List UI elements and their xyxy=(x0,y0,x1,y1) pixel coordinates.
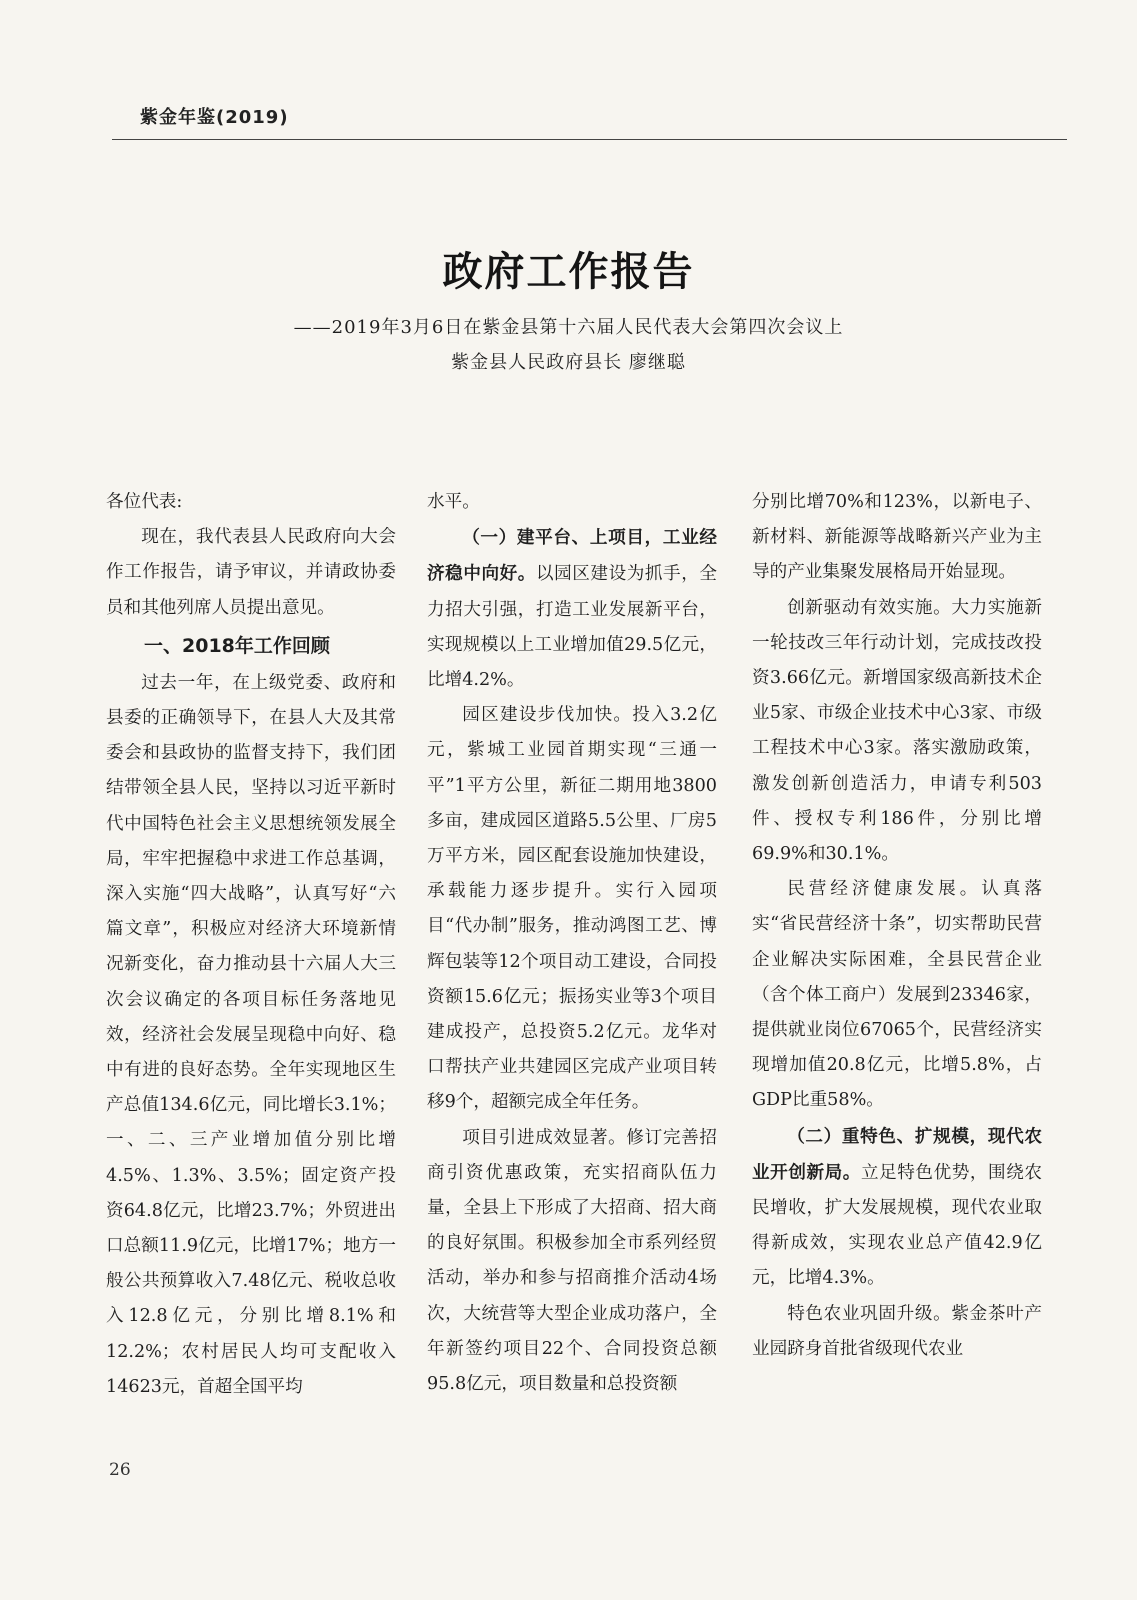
subsection-heading: （一）建平台、上项目，工业经济稳中向好。 xyxy=(427,527,717,585)
body-paragraph: 园区建设步伐加快。投入3.2亿元，紫城工业园首期实现“三通一平”1平方公里，新征二期用地3800多亩，建成园区道路5.5公里、厂房5万平方米，园区配套设施加快建设，承载能力逐步提升。实行入园项目“代办制”服务，推动鸿图工艺、博辉包装等12个项目动工建设，合同投资额15.6亿元；振扬实业等3个项目建成投产，总投资5.2亿元。龙华对口帮扶产业共建园区完成产业项目转移9个，超额完成全年任务。 xyxy=(427,705,717,1113)
body-paragraph: 创新驱动有效实施。大力实施新一轮技改三年行动计划，完成技改投资3.66亿元。新增国家级高新技术企业5家、市级企业技术中心3家、市级工程技术中心3家。落实激励政策，激发创新创造活力，申请专利503件、授权专利186件，分别比增69.9%和30.1%。 xyxy=(752,597,1042,865)
subsection-paragraph xyxy=(752,1119,1042,1297)
section-heading: 一、2018年工作回顾 xyxy=(144,634,330,657)
running-head: 紫金年鉴(2019) xyxy=(140,107,289,128)
text-column-1 xyxy=(106,485,396,1405)
continued-paragraph: 分别比增70%和123%，以新电子、新材料、新能源等战略新兴产业为主导的产业集聚发展格局开始显现。 xyxy=(752,492,1042,583)
body-paragraph: 特色农业巩固升级。紫金茶叶产业园跻身首批省级现代农业 xyxy=(752,1303,1042,1359)
text-column-3 xyxy=(752,485,1042,1367)
subsection-paragraph xyxy=(427,520,717,698)
text-column-2 xyxy=(427,485,717,1402)
header-rule xyxy=(112,139,1067,140)
body-paragraph: 民营经济健康发展。认真落实“省民营经济十条”，切实帮助民营企业解决实际困难，全县民营企业（含个体工商户）发展到23346家，提供就业岗位67065个，民营经济实现增加值20.8亿元，比增5.8%，占GDP比重58%。 xyxy=(752,879,1042,1111)
subsection-heading: （二）重特色、扩规模，现代农业开创新局。 xyxy=(752,1125,1042,1183)
body-paragraph: 现在，我代表县人民政府向大会作工作报告，请予审议，并请政协委员和其他列席人员提出意见。 xyxy=(106,527,396,618)
body-paragraph: 过去一年，在上级党委、政府和县委的正确领导下，在县人大及其常委会和县政协的监督支持下，我们团结带领全县人民，坚持以习近平新时代中国特色社会主义思想统领发展全局，牢牢把握稳中求进工作总基调，深入实施“四大战略”，认真写好“六篇文章”，积极应对经济大环境新情况新变化，奋力推动县十六届人大三次会议确定的各项目标任务落地见效，经济社会发展呈现稳中向好、稳中有进的良好态势。全年实现地区生产总值134.6亿元，同比增长3.1%；一、二、三产业增加值分别比增4.5%、1.3%、3.5%；固定资产投资64.8亿元，比增23.7%；外贸进出口总额11.9亿元，比增17%；地方一般公共预算收入7.48亿元、税收总收入12.8亿元，分别比增8.1%和12.2%；农村居民人均可支配收入14623元，首超全国平均 xyxy=(106,672,396,1397)
body-paragraph: 项目引进成效显著。修订完善招商引资优惠政策，充实招商队伍力量，全县上下形成了大招商、招大商的良好氛围。积极参加全市系列经贸活动，举办和参与招商推介活动4场次，大统营等大型企业成功落户，全年新签约项目22个、合同投资总额95.8亿元，项目数量和总投资额 xyxy=(427,1127,717,1395)
salutation: 各位代表: xyxy=(106,492,183,512)
continued-paragraph: 水平。 xyxy=(427,492,480,512)
article-byline: 紫金县人民政府县长 廖继聪 xyxy=(451,352,686,373)
page-number: 26 xyxy=(109,1460,131,1480)
paragraph-text: 立足特色优势，围绕农民增收，扩大发展规模，现代农业取得新成效，实现农业总产值42.9亿元，比增4.3%。 xyxy=(752,1162,1042,1289)
paragraph-text: 以园区建设为抓手，全力招大引强，打造工业发展新平台，实现规模以上工业增加值29.5亿元，比增4.2%。 xyxy=(427,564,717,691)
article-title: 政府工作报告 xyxy=(442,248,695,295)
article-subtitle: ——2019年3月6日在紫金县第十六届人民代表大会第四次会议上 xyxy=(293,317,844,338)
